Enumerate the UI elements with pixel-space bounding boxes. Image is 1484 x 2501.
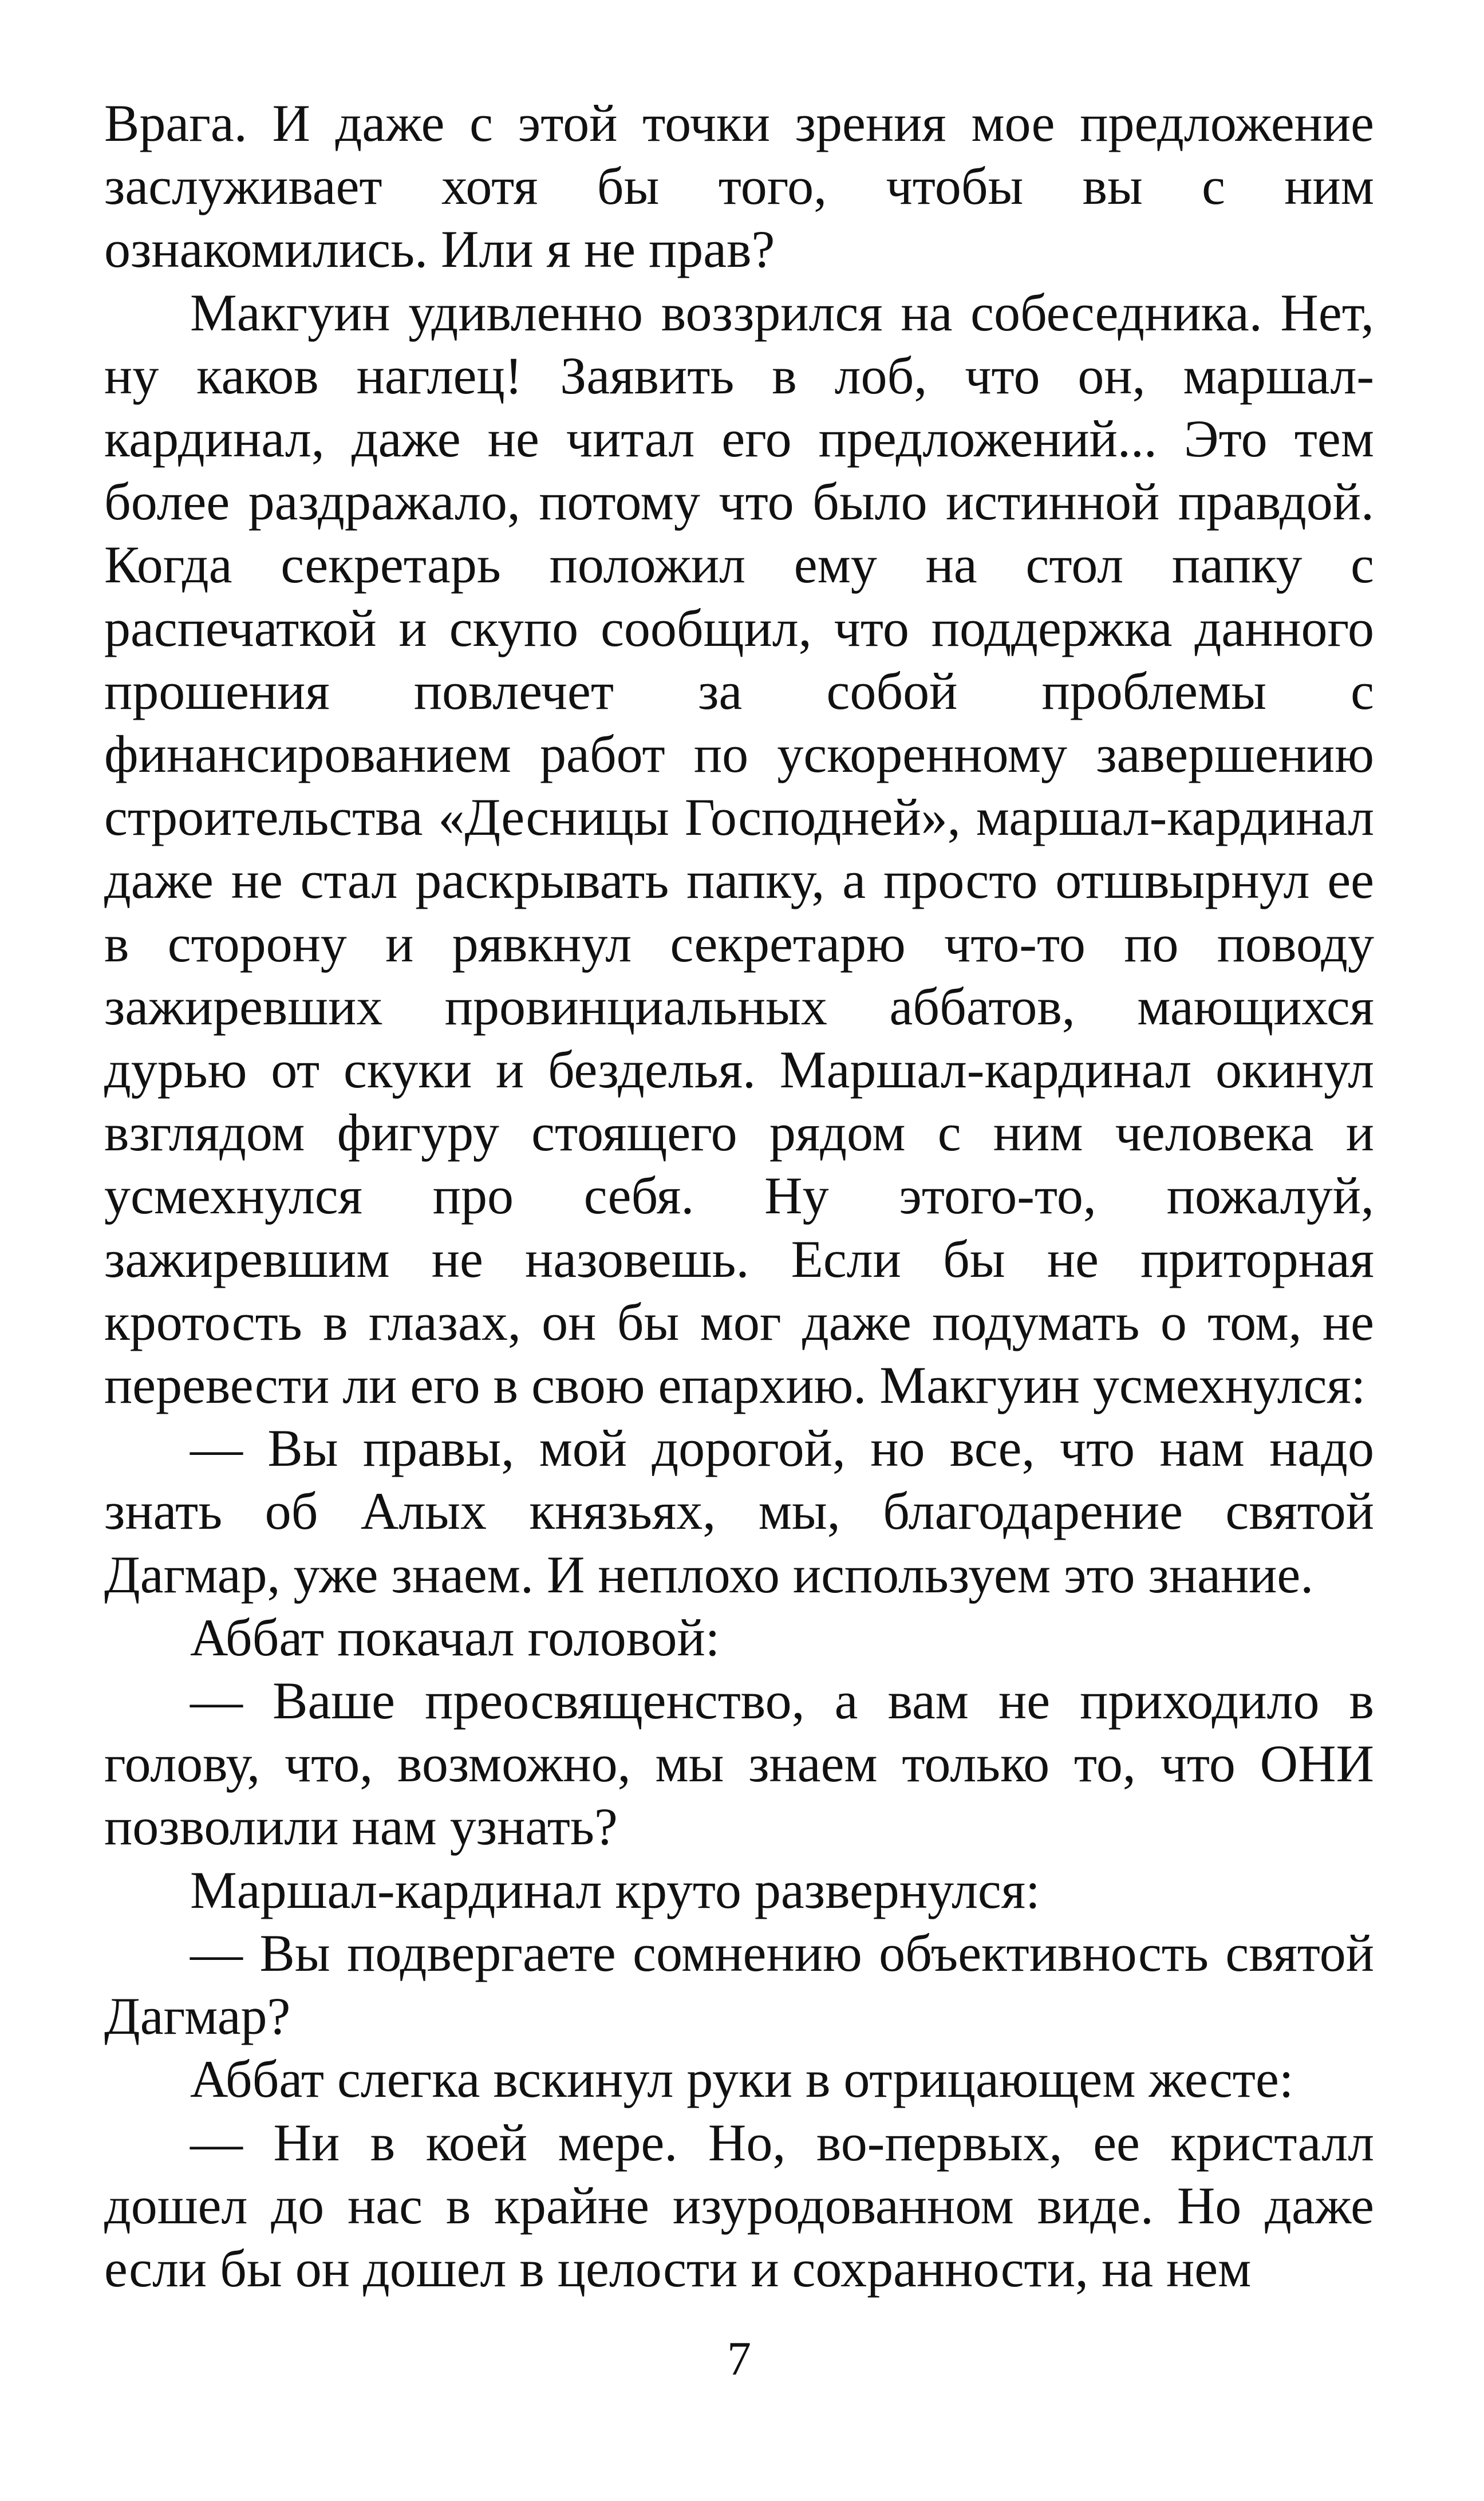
paragraph-6: Маршал-кардинал круто развернулся: bbox=[190, 1860, 1040, 1919]
paragraph-9: — Ни в коей мере. Но, во-первых, ее кристалл дошел до нас в крайне изуродованном виде. Но даже если бы он дошел в целости и сохранности, на нем bbox=[104, 2113, 1374, 2298]
paragraph-3: — Вы правы, мой дорогой, но все, что нам надо знать об Алых князьях, мы, благодарение святой Дагмар, уже знаем. И неплохо используем это знание. bbox=[104, 1419, 1374, 1604]
paragraph-4: Аббат покачал головой: bbox=[190, 1608, 720, 1667]
paragraph-5: — Ваше преосвященство, а вам не приходило в голову, что, возможно, мы знаем только то, что ОНИ позволили нам узнать? bbox=[104, 1671, 1374, 1856]
paragraph-1: Врага. И даже с этой точки зрения мое предложение заслуживает хотя бы того, чтобы вы с ним ознакомились. Или я не прав? bbox=[104, 94, 1374, 279]
page-text bbox=[104, 92, 1374, 2300]
paragraph-2: Макгуин удивленно воззрился на собеседника. Нет, ну каков наглец! Заявить в лоб, что он, маршал-кардинал, даже не читал его предложений... Это тем более раздражало, потому что было истинной правдой. Когда секретарь положил ему на стол папку с распечаткой и скупо сообщил, что поддержка данного прошения повлечет за собой проблемы с финансированием работ по ускоренному завершению строительства «Десницы Господней», маршал-кардинал даже не стал раскрывать папку, а просто отшвырнул ее в сторону и рявкнул секретарю что-то по поводу зажиревших провинциальных аббатов, мающихся дурью от скуки и безделья. Маршал-кардинал окинул взглядом фигуру стоящего рядом с ним человека и усмехнулся про себя. Ну этого-то, пожалуй, зажиревшим не назовешь. Если бы не приторная кротость в глазах, он бы мог даже подумать о том, не перевести ли его в свою епархию. Макгуин усмехнулся: bbox=[104, 283, 1374, 1415]
book-page bbox=[104, 92, 1374, 2439]
page-number: 7 bbox=[727, 2332, 751, 2385]
paragraph-8: Аббат слегка вскинул руки в отрицающем жесте: bbox=[190, 2050, 1294, 2109]
paragraph-7: — Вы подвергаете сомнению объективность святой Дагмар? bbox=[104, 1923, 1374, 2046]
